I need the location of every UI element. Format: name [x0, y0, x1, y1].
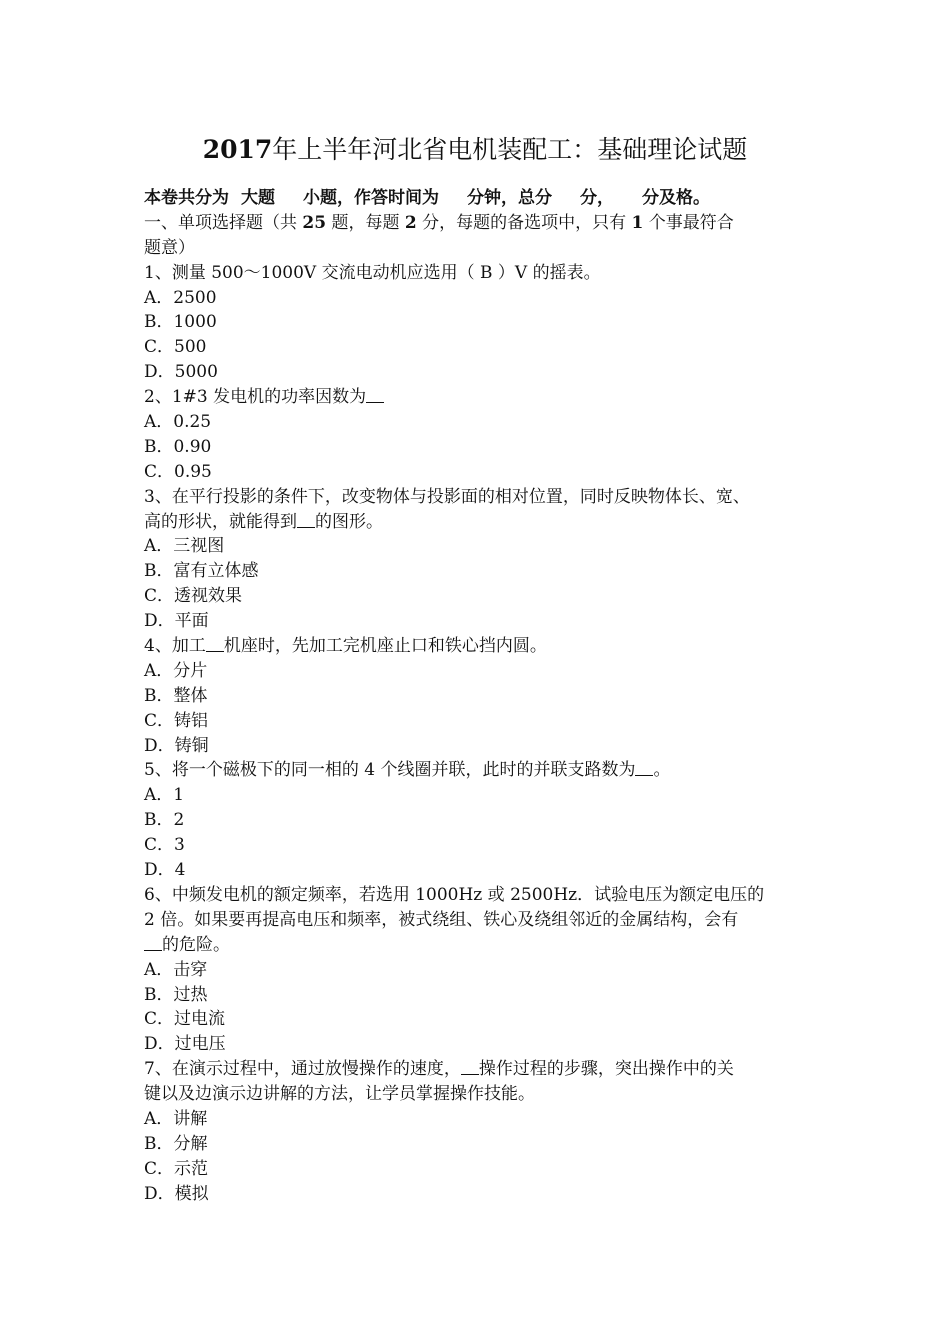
question-1-option: D．5000 [144, 362, 218, 383]
question-7-option: C．示范 [144, 1158, 209, 1179]
question-4-stem [144, 634, 808, 659]
question-5-option: B．2 [144, 810, 185, 831]
title-text: 年上半年河北省电机装配工：基础理论试题 [272, 135, 748, 164]
question-1-option: C．500 [144, 337, 207, 358]
answer-blank [461, 1060, 479, 1075]
answer-blank [297, 513, 315, 528]
section-heading [144, 211, 808, 236]
stem-text: 操作过程的步骤，突出操作中的关 [478, 1059, 734, 1080]
info-part: 分及格。 [642, 188, 710, 208]
answer-blank [635, 761, 653, 776]
section-text: 个事最符合 [648, 212, 734, 233]
question-5-stem [144, 758, 808, 783]
question-3-option: D．平面 [144, 611, 209, 632]
question-7-stem [144, 1057, 808, 1082]
question-4-option: B．整体 [144, 685, 208, 706]
question-5-option: A．1 [144, 785, 185, 806]
question-7-stem-cont: 键以及边演示边讲解的方法，让学员掌握操作技能。 [144, 1084, 535, 1105]
answer-count: 1 [631, 212, 644, 233]
question-6-option: B．过热 [144, 984, 208, 1005]
question-6-stem: 6、中频发电机的额定频率，若选用 1000Hz 或 2500Hz．试验电压为额定电压的 [144, 884, 765, 905]
stem-text: 高的形状，就能得到 [144, 511, 297, 532]
question-7-option: A．讲解 [144, 1108, 208, 1129]
question-4-option: D．铸铜 [144, 735, 209, 756]
question-3-option: C．透视效果 [144, 586, 243, 607]
question-4-option: C．铸铝 [144, 710, 209, 731]
document-body [144, 186, 808, 1207]
question-1-option: A．2500 [144, 287, 217, 308]
stem-text: 7、在演示过程中，通过放慢操作的速度， [144, 1059, 461, 1080]
info-part: 大题 [241, 188, 275, 208]
info-part: 分， [580, 188, 614, 208]
question-3-option: B．富有立体感 [144, 561, 259, 582]
stem-text: 2、1#3 发电机的功率因数为 [144, 387, 367, 408]
section-text: 分，每题的备选项中，只有 [422, 212, 627, 233]
title-year: 2017 [202, 135, 273, 164]
question-3-stem-cont [144, 510, 808, 535]
section-text: 一、单项选择题（共 [144, 212, 297, 233]
info-part: 本卷共分为 [144, 188, 229, 208]
info-part: 分钟，总分 [467, 188, 552, 208]
section-heading-cont: 题意） [144, 237, 195, 258]
answer-blank [206, 637, 224, 652]
question-6-option: D．过电压 [144, 1034, 226, 1055]
question-1-stem: 1、测量 500～1000V 交流电动机应选用（ B ）V 的摇表。 [144, 262, 601, 283]
stem-text: 的图形。 [315, 511, 383, 532]
question-3-stem: 3、在平行投影的条件下，改变物体与投影面的相对位置，同时反映物体长、宽、 [144, 486, 750, 507]
question-6-stem-cont [144, 933, 808, 958]
question-4-option: A．分片 [144, 660, 208, 681]
stem-text: 的危险。 [162, 934, 230, 955]
question-2-option: A．0.25 [144, 412, 212, 433]
question-5-option: D．4 [144, 860, 186, 881]
question-6-stem-cont: 2 倍。如果要再提高电压和频率，被式绕组、铁心及绕组邻近的金属结构，会有 [144, 909, 739, 930]
question-7-option: B．分解 [144, 1133, 208, 1154]
stem-text: 5、将一个磁极下的同一相的 4 个线圈并联，此时的并联支路数为 [144, 760, 636, 781]
exam-info [144, 186, 808, 211]
answer-blank [144, 936, 162, 951]
question-score: 2 [404, 212, 417, 233]
question-5-option: C．3 [144, 835, 185, 856]
document-title [0, 134, 950, 166]
question-2-option: B．0.90 [144, 436, 212, 457]
stem-text: 机座时，先加工完机座止口和铁心挡内圆。 [223, 636, 547, 657]
question-1-option: B．1000 [144, 312, 217, 333]
question-2-stem [144, 385, 808, 410]
question-2-option: C．0.95 [144, 461, 212, 482]
question-count: 25 [302, 212, 327, 233]
stem-text: 。 [653, 760, 671, 781]
question-7-option: D．模拟 [144, 1183, 209, 1204]
section-text: 题，每题 [331, 212, 400, 233]
question-3-option: A．三视图 [144, 536, 225, 557]
stem-text: 4、加工 [144, 636, 206, 657]
info-part: 小题，作答时间为 [303, 188, 439, 208]
question-6-option: A．击穿 [144, 959, 208, 980]
answer-blank [366, 388, 384, 403]
question-6-option: C．过电流 [144, 1009, 226, 1030]
